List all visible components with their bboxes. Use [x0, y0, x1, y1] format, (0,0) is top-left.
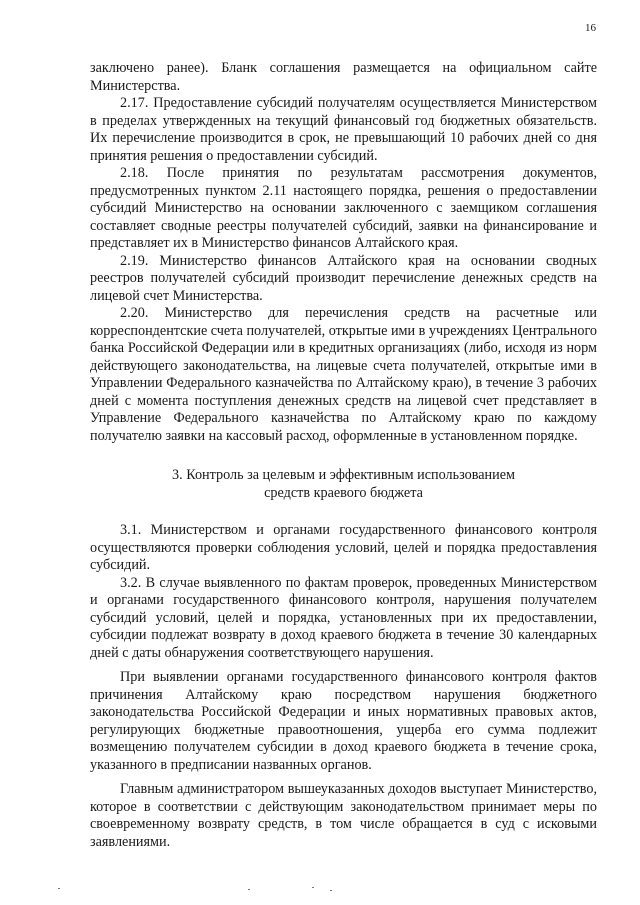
- paragraph-2-18: 2.18. После принятия по результатам рассмотрения документов, предусмотренных пунктом 2.11 настоящего порядка, решения о предоставлении субсидий Министерство на основании заключенного с заемщиком соглашения составляет сводные реестры получателей субсидий, заявки на финансирование и представляет их в Министерство финансов Алтайского края.: [90, 165, 597, 251]
- page-number: 16: [585, 22, 596, 34]
- paragraph-gap: [90, 662, 597, 669]
- paragraph-3-1: 3.1. Министерством и органами государственного финансового контроля осуществляются проверки соблюдения условий, целей и порядка предоставления субсидий.: [90, 522, 597, 573]
- scan-speck: [312, 887, 314, 888]
- scan-speck: [248, 889, 250, 890]
- paragraph-2-20: 2.20. Министерство для перечисления средств на расчетные или корреспондентские счета получателей, открытые ими в учреждениях Центрального банка Российской Федерации или в кредитных организациях (либо, исходя из норм действующего законодательства, на лицевые счета получателей, открытые ими в Управлении Федерального казначейства по Алтайскому краю), в течение 3 рабочих дней с момента поступления денежных средств на лицевой счет представляет в Управление Федерального казначейства по Алтайскому краю по каждому получателю заявки на кассовый расход, оформленные в установленном порядке.: [90, 305, 598, 444]
- paragraph-2-19: 2.19. Министерство финансов Алтайского края на основании сводных реестров получателей субсидий производит перечисление денежных средств на лицевой счет Министерства.: [90, 252, 597, 304]
- document-body: [90, 60, 597, 851]
- paragraph-continuation: заключено ранее). Бланк соглашения размещается на официальном сайте Министерства.: [90, 60, 597, 94]
- scan-speck: [330, 890, 332, 891]
- paragraph-gap: [90, 774, 597, 781]
- section-heading-line-2: средств краевого бюджета: [264, 484, 423, 501]
- section-heading: [90, 467, 597, 502]
- section-heading-line-1: 3. Контроль за целевым и эффективным использованием: [172, 467, 515, 483]
- paragraph-2-17: 2.17. Предоставление субсидий получателям осуществляется Министерством в пределах утвержденных на текущий финансовый год бюджетных обязательств. Их перечисление производится в срок, не превышающий 10 рабочих дней со дня принятия решения о предоставлении субсидий.: [90, 95, 597, 164]
- paragraph-damage-recovery: При выявлении органами государственного финансового контроля фактов причинения Алтайскому краю посредством нарушения бюджетного законодательства Российской Федерации и иных нормативных правовых актов, регулирующих бюджетные правоотношения, ущерба его сумма подлежит возмещению получателем субсидии в доход краевого бюджета в течение срока, указанного в предписании названных органов.: [90, 669, 597, 773]
- paragraph-revenue-administrator: Главным администратором вышеуказанных доходов выступает Министерство, которое в соответствии с действующим законодательством принимает меры по своевременному возврату средств, в том числе обращается в суд с исковыми заявлениями.: [90, 781, 597, 850]
- scan-speck: [58, 888, 60, 889]
- paragraph-3-2: 3.2. В случае выявленного по фактам проверок, проведенных Министерством и органами государственного финансового контроля, нарушения получателем субсидий условий, целей и порядка, установленных при их предоставлении, субсидии подлежат возврату в доход краевого бюджета в течение 30 календарных дней с даты обнаружения соответствующего нарушения.: [90, 574, 597, 661]
